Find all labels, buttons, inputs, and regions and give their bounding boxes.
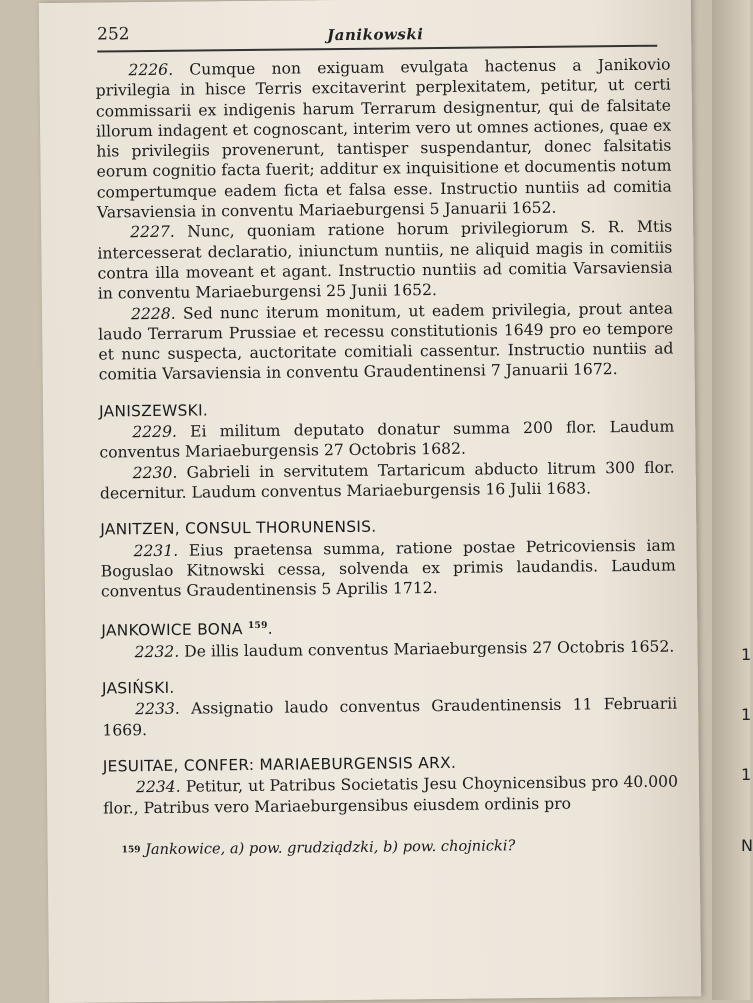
edge-mark: N <box>741 836 753 855</box>
entry-number: 2229. <box>132 422 178 442</box>
entry-number: 2234. <box>135 778 181 797</box>
edge-mark: 1 <box>741 705 752 724</box>
running-head: Janikowski <box>327 25 424 45</box>
entry-text: Sed nunc iterum monitum, ut eadem privilegia, prout antea laudo Terrarum Prussiae et recessu constitutionis 1649 pro eo tempore et nunc suspecta, auctoritate comitiali cassentur. Instructio nuntiis ad comitia Varsaviensia in conventu Graudentinensi 7 Januarii 1672. <box>98 299 674 385</box>
section-heading-text: JASIŃSKI. <box>101 678 175 698</box>
section-heading-text: JANISZEWSKI. <box>98 401 209 421</box>
entry-number: 2232. <box>134 642 180 662</box>
entry-text: De illis laudum conventus Mariaeburgensis 27 Octobris 1652. <box>184 637 675 661</box>
entry-number: 2230. <box>132 463 178 482</box>
entry-text: Cumque non exiguam evulgata hactenus a Janikovio privilegia in hisce Terris excitaverint perplexitatem, petitur, ut certi commissarii ex indigenis harum Terrarum designentur, qui de falsitate illorum indagent et cognoscant, interim vero ut omnes actiones, quae ex his privilegiis provenerunt, tantisper suspendantur, donec falsitatis eorum cognitio facta fuerit; additur ex inquisitione et documentis notum compertumque eadem ficta et falsa esse. Instructio nuntiis ad comitia Varsaviensia in conventu Mariaeburgensi 5 Januarii 1652. <box>95 55 672 222</box>
entry-text: Nunc, quoniam ratione horum privilegiorum S. R. Mtis intercesserat declaratio, iniunctum nuntiis, ne aliquid magis in comitiis contra illa moveant et agant. Instructio nuntiis ad comitia Varsaviensia in conventu Mariaeburgensi 25 Junii 1652. <box>97 217 673 303</box>
section-heading-text: JESUITAE, CONFER: MARIAEBURGENSIS ARX. <box>102 753 457 776</box>
header-rule <box>97 45 657 52</box>
footnote-ref: 159 <box>247 621 268 632</box>
entry-text: Ei militum deputato donatur summa 200 flor. Laudum conventus Mariaeburgensis 27 Octobris 1682. <box>99 417 675 462</box>
entry-text: Eius praetensa summa, ratione postae Petricoviensis iam Boguslao Kitnowski cessa, solvenda ex primis laudandis. Laudum conventus Graudentinensis 5 Aprilis 1712. <box>100 536 676 601</box>
entry-number: 2233. <box>135 700 180 719</box>
footnote <box>104 834 679 860</box>
entry-number: 2228. <box>130 304 176 323</box>
entry-text: Assignatio laudo conventus Graudentinensis 11 Februarii 1669. <box>102 694 678 740</box>
footnote-number: 159 <box>121 845 141 856</box>
page-content <box>95 55 678 861</box>
heading-punctuation: . <box>267 620 273 639</box>
entry-paragraph <box>98 298 674 385</box>
entry-text: Petitur, ut Patribus Societatis Jesu Choynicensibus pro 40.000 flor., Patribus vero Mariaeburgensibus eiusdem ordinis pro <box>103 772 679 818</box>
entry-text: Gabrieli in servitutem Tartaricum abducto litrum 300 flor. decernitur. Laudum conventus Mariaeburgensis 16 Julii 1683. <box>99 458 675 503</box>
entry-paragraph <box>95 55 672 223</box>
footnote-text: Jankowice, a) pow. grudziądzki, b) pow. chojnicki? <box>144 837 516 859</box>
edge-mark: 1 <box>741 645 752 664</box>
entry-paragraph <box>102 694 677 741</box>
book-page <box>39 0 701 1003</box>
entry-paragraph <box>100 457 675 504</box>
edge-mark: 1 <box>741 765 752 784</box>
entry-number: 2231. <box>133 541 179 560</box>
section-heading-text: JANITZEN, CONSUL THORUNENSIS. <box>100 517 377 539</box>
entry-paragraph <box>97 217 673 304</box>
entry-paragraph <box>99 417 674 464</box>
section-heading-text: JANKOWICE BONA <box>101 620 243 641</box>
page-number: 252 <box>97 24 130 45</box>
entry-number: 2226. <box>128 60 174 80</box>
entry-number: 2227. <box>130 223 175 242</box>
page-header <box>97 15 657 51</box>
entry-paragraph <box>100 535 676 602</box>
entry-paragraph <box>103 772 678 819</box>
